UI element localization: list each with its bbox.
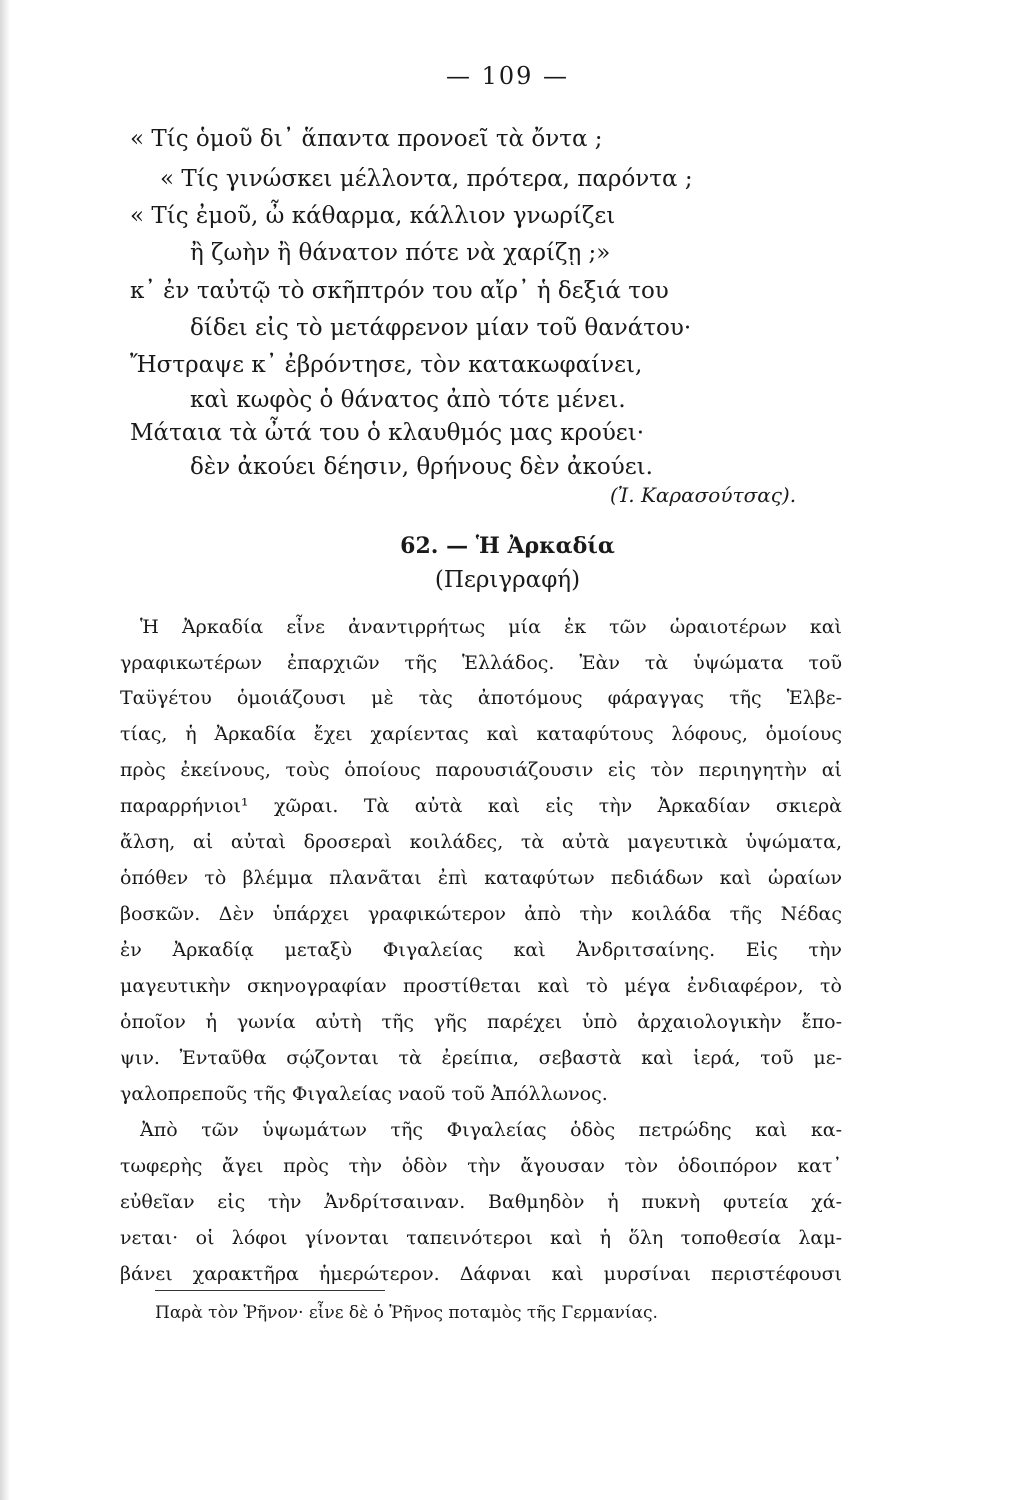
prose-line: παραρρήνιοι¹ χῶραι. Τὰ αὐτὰ καὶ εἰς τὴν Ἀρκαδίαν σκιερὰ xyxy=(120,795,842,817)
page-number: — 109 — xyxy=(445,62,570,90)
prose-line: εὐθεῖαν εἰς τὴν Ἀνδρίτσαιναν. Βαθμηδὸν ἡ πυκνὴ φυτεία χά- xyxy=(120,1191,842,1213)
prose-line: Ἡ Ἀρκαδία εἶνε ἀναντιρρήτως μία ἐκ τῶν ὡραιοτέρων καὶ xyxy=(140,616,842,638)
poem-line: Μάταια τὰ ὦτά του ὁ κλαυθμός μας κρούει· xyxy=(130,420,645,446)
footnote-rule xyxy=(155,1290,385,1291)
poem-line: δίδει εἰς τὸ μετάφρενον μίαν τοῦ θανάτου· xyxy=(190,315,692,341)
prose-line: ἄλση, αἱ αὐταὶ δροσεραὶ κοιλάδες, τὰ αὐτὰ μαγευτικὰ ὑψώματα, xyxy=(120,831,842,853)
prose-line: βάνει χαρακτῆρα ἡμερώτερον. Δάφναι καὶ μυρσίναι περιστέφουσι xyxy=(120,1263,842,1285)
prose-line: μαγευτικὴν σκηνογραφίαν προστίθεται καὶ τὸ μέγα ἐνδιαφέρον, τὸ xyxy=(120,975,842,997)
poem-attribution: (Ἰ. Καρασούτσας). xyxy=(610,483,797,507)
poem-line: « Τίς ὁμοῦ δι᾽ ἅπαντα προνοεῖ τὰ ὄντα ; xyxy=(130,126,603,152)
prose-line: ἐν Ἀρκαδίᾳ μεταξὺ Φιγαλείας καὶ Ἀνδριτσαίνης. Εἰς τὴν xyxy=(120,939,842,961)
prose-line: τίας, ἡ Ἀρκαδία ἔχει χαρίεντας καὶ καταφύτους λόφους, ὁμοίους xyxy=(120,723,842,745)
poem-line: Ἤστραψε κ᾽ ἐβρόντησε, τὸν κατακωφαίνει, xyxy=(130,352,643,378)
prose-line: τωφερὴς ἄγει πρὸς τὴν ὁδὸν τὴν ἄγουσαν τὸν ὁδοιπόρον κατ᾽ xyxy=(120,1155,842,1177)
prose-line: Ταϋγέτου ὁμοιάζουσι μὲ τὰς ἀποτόμους φάραγγας τῆς Ἑλβε- xyxy=(120,687,842,709)
footnote: Παρὰ τὸν Ῥῆνον· εἶνε δὲ ὁ Ῥῆνος ποταμὸς τῆς Γερμανίας. xyxy=(155,1303,658,1323)
prose-line: νεται· οἱ λόφοι γίνονται ταπεινότεροι καὶ ἡ ὅλη τοποθεσία λαμ- xyxy=(120,1227,842,1249)
prose-line: Ἀπὸ τῶν ὑψωμάτων τῆς Φιγαλείας ὁδὸς πετρώδης καὶ κα- xyxy=(140,1119,842,1141)
poem-line: « Τίς ἐμοῦ, ὦ κάθαρμα, κάλλιον γνωρίζει xyxy=(130,203,616,229)
page-edge-shadow xyxy=(0,0,10,1500)
prose-line: βοσκῶν. Δὲν ὑπάρχει γραφικώτερον ἀπὸ τὴν κοιλάδα τῆς Νέδας xyxy=(120,903,842,925)
poem-line: καὶ κωφὸς ὁ θάνατος ἀπὸ τότε μένει. xyxy=(190,387,626,413)
poem-line: ἢ ζωὴν ἢ θάνατον πότε νὰ χαρίζῃ ;» xyxy=(190,240,611,266)
poem-line: « Τίς γινώσκει μέλλοντα, πρότερα, παρόντα ; xyxy=(160,166,693,192)
poem-line: δὲν ἀκούει δέησιν, θρήνους δὲν ἀκούει. xyxy=(190,454,653,480)
section-heading: 62. — Ἡ Ἀρκαδία xyxy=(400,533,615,559)
section-subheading: (Περιγραφή) xyxy=(434,567,581,593)
prose-line: ὁποῖον ἡ γωνία αὐτὴ τῆς γῆς παρέχει ὑπὸ ἀρχαιολογικὴν ἔπο- xyxy=(120,1011,842,1033)
prose-line: γαλοπρεποῦς τῆς Φιγαλείας ναοῦ τοῦ Ἀπόλλωνος. xyxy=(120,1083,608,1105)
prose-line: πρὸς ἐκείνους, τοὺς ὁποίους παρουσιάζουσιν εἰς τὸν περιηγητὴν αἱ xyxy=(120,759,842,781)
poem-line: κ᾽ ἐν ταὐτῷ τὸ σκῆπτρόν του αἴρ᾽ ἡ δεξιά του xyxy=(130,278,669,304)
prose-line: ὁπόθεν τὸ βλέμμα πλανᾶται ἐπὶ καταφύτων πεδιάδων καὶ ὡραίων xyxy=(120,867,842,889)
prose-line: ψιν. Ἐνταῦθα σῴζονται τὰ ἐρείπια, σεβαστὰ καὶ ἱερά, τοῦ με- xyxy=(120,1047,842,1069)
prose-line: γραφικωτέρων ἐπαρχιῶν τῆς Ἑλλάδος. Ἐὰν τὰ ὑψώματα τοῦ xyxy=(120,652,842,674)
